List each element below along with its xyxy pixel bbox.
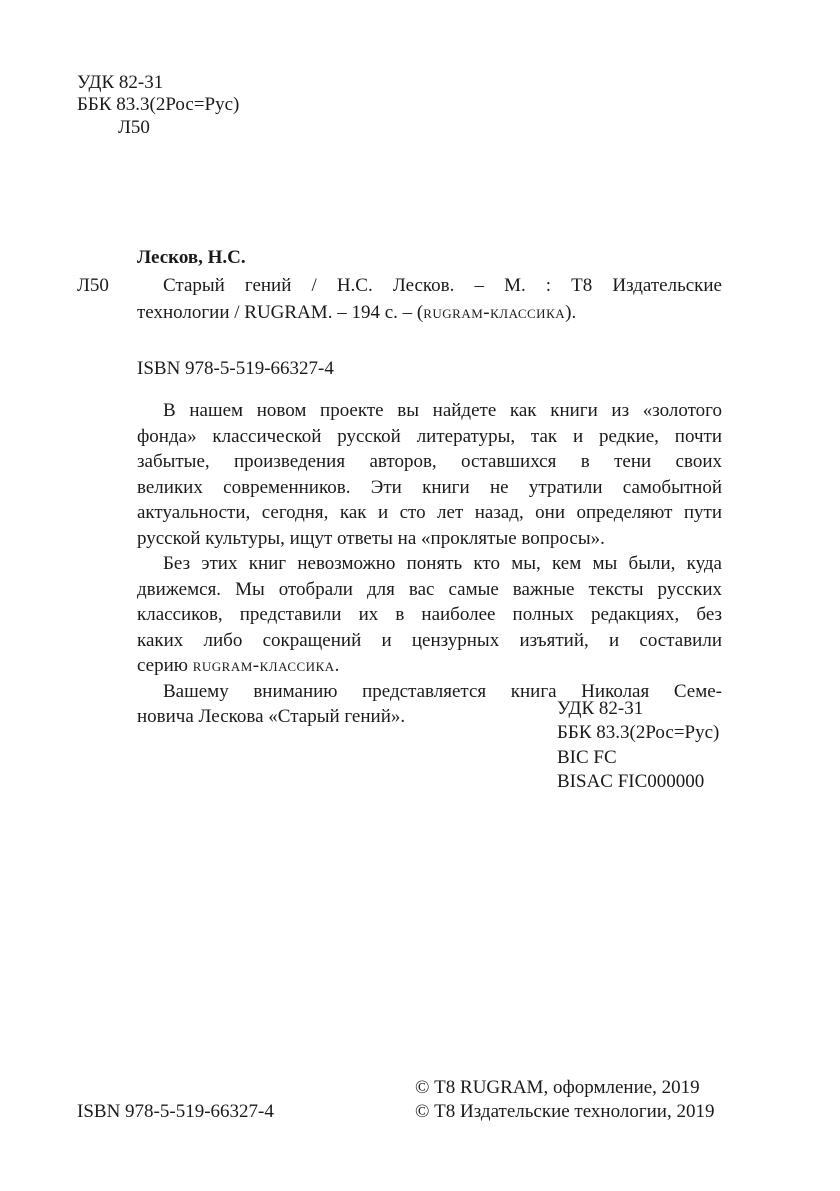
annotation-line: забытые, произведения авторов, оставшихся в тени своих [137,451,722,472]
annotation-closing-line: новича Лескова «Старый гений». [137,706,406,727]
class-udk: УДК 82-31 [557,698,644,719]
class-bic: BIC FC [557,747,617,768]
class-bisac: BISAC FIC000000 [557,771,705,792]
annotation-line: Без этих книг невозможно понять кто мы, кем мы были, куда [163,553,722,574]
annotation-line: великих современников. Эти книги не утратили самобытной [137,476,722,498]
bbk-code: ББК 83.3(2Рос=Рус) [77,94,240,115]
annotation-closing-line: Вашему вниманию представляется книга Николая Семе- [163,680,722,702]
annotation-line: классиков, представили их в наиболее полных редакциях, без [137,604,722,625]
annotation-line: фонда» классической русской литературы, так и редкие, почти [137,425,722,447]
copyright-design: © Т8 RUGRAM, оформление, 2019 [415,1077,700,1098]
udk-code: УДК 82-31 [77,72,164,93]
footer-isbn: ISBN 978-5-519-66327-4 [77,1101,274,1122]
catalog-author: Лесков, Н.С. [137,247,246,268]
annotation-line: актуальности, сегодня, как и сто лет назад, они определяют пути [137,502,722,523]
annotation-line: русской культуры, ищут ответы на «проклятые вопросы». [137,527,605,549]
copyright-publisher: © Т8 Издательские технологии, 2019 [415,1101,715,1122]
catalog-isbn: ISBN 978-5-519-66327-4 [137,358,334,379]
annotation-series-line [137,654,339,678]
catalog-title-line: Старый гений / Н.С. Лесков. – М. : Т8 Издательские [163,275,722,296]
annotation-line: В нашем новом проекте вы найдете как книги из «золотого [163,400,722,421]
series-name-annotation: rugram-классика [192,655,335,676]
annotation-line: каких либо сокращений и цензурных изъятий, и составили [137,629,722,651]
series-line-end: . [334,655,340,676]
catalog-line2-start: технологии / RUGRAM. – 194 с. – ( [137,302,424,323]
class-bbk: ББК 83.3(2Рос=Рус) [557,722,720,743]
catalog-publisher-line [137,301,576,325]
catalog-line2-end: ). [565,302,577,323]
series-line-start: серию [137,655,193,676]
annotation-line: движемся. Мы отобрали для вас самые важные тексты русских [137,578,722,600]
series-name: rugram-классика [423,302,566,323]
catalog-author-mark: Л50 [77,275,109,296]
author-mark: Л50 [118,117,150,138]
